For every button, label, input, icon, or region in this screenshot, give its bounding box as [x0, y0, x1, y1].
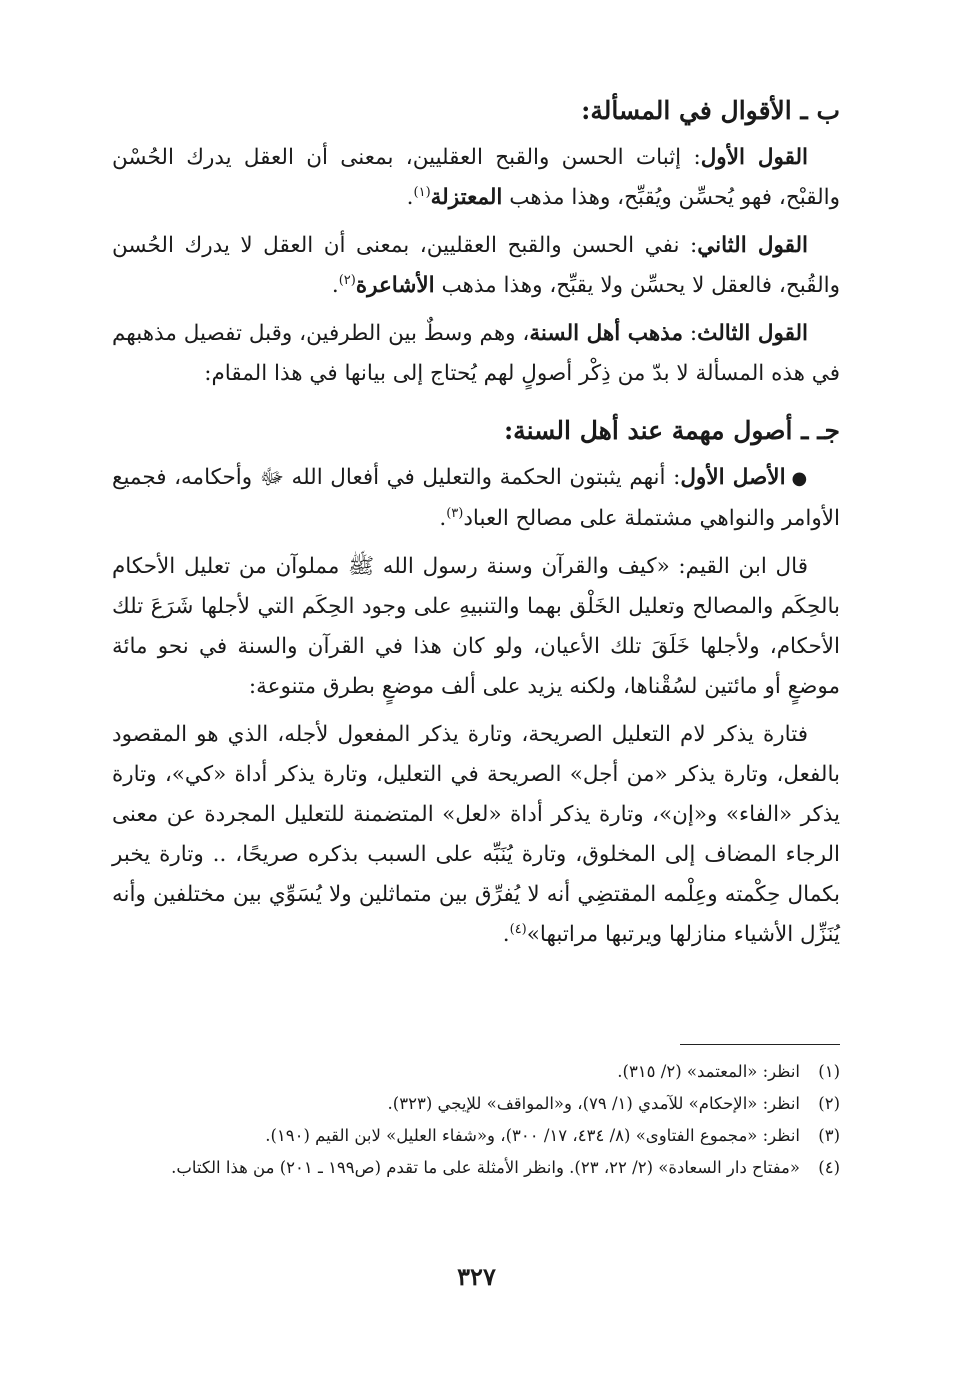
- opinion-2-school: الأشاعرة: [355, 273, 435, 298]
- ibn-qayyim-quote-paragraph-1: قال ابن القيم: «كيف والقرآن وسنة رسول الله ﷺ مملوآن من تعليل الأحكام بالحِكَم والمصالح وتعليل الخَلْق بهما والتنبيهِ على وجود الحِكَم التي لأجلها شَرَعَ تلك الأحكام، ولأجلها خَلَقَ تلك الأعيان، ولو كان هذا في القرآن والسنة في نحو مائة موضعٍ أو مائتين لسُقْناها، ولكنه يزيد على ألف موضعٍ بطرق متنوعة:: [112, 554, 840, 699]
- principle-1-text: : أنهم يثبتون الحكمة والتعليل في أفعال الله ﷻ وأحكامه، فجميع الأوامر والنواهي مشتملة على مصالح العباد: [112, 465, 840, 531]
- footnote-text: «مفتاح دار السعادة» (٢/ ٢٢، ٢٣). وانظر الأمثلة على ما تقدم (ص١٩٩ ـ ٢٠١) من هذا الكتاب.: [171, 1158, 800, 1177]
- opinion-3-colon: :: [683, 321, 698, 346]
- footnote-number: (١): [818, 1062, 840, 1081]
- footnote-ref-4[interactable]: (٤): [509, 921, 527, 937]
- footnote-ref-2[interactable]: (٢): [338, 272, 356, 288]
- opinion-1-end: .: [406, 185, 414, 210]
- footnote-number: (٤): [818, 1158, 840, 1177]
- footnote-number: (٣): [818, 1126, 840, 1145]
- page-number: ٣٢٧: [457, 1262, 496, 1291]
- opinion-2-text: : نفي الحسن والقبح العقليين، بمعنى أن العقل لا يدرك الحُسن والقُبح، فالعقل لا يحسِّن ولا يقبِّح، وهذا مذهب: [112, 233, 840, 298]
- ibn-qayyim-quote-paragraph-2: [112, 715, 840, 955]
- bullet-icon: ●: [791, 468, 808, 489]
- opinion-2-label: القول الثاني: [697, 233, 808, 258]
- section-heading-opinions: ب ـ الأقوال في المسألة:: [581, 96, 840, 125]
- quote-2-text: فتارة يذكر لام التعليل الصريحة، وتارة يذكر المفعول لأجله، الذي هو المقصود بالفعل، وتارة يذكر «من أجل» الصريحة في التعليل، وتارة يذكر أداة «كي»، وتارة يذكر «الفاء» و«إن»، وتارة يذكر أداة «لعل» المتضمنة للتعليل المجردة عن معنى الرجاء المضاف إلى المخلوق، وتارة يُنَبِّه على السبب بذكره صريحًا، .. وتارة يخبر بكمال حِكْمته وعِلْمه المقتضِي أنه لا يُفرِّق بين متماثلين ولا يُسَوِّي بين مختلفين وأنه يُنَزِّل الأشياء منازلها ويرتبها مراتبها»: [112, 722, 840, 947]
- quote-2-end: .: [502, 922, 510, 947]
- footnote-3: [112, 1120, 840, 1152]
- footnote-ref-1[interactable]: (١): [413, 184, 431, 200]
- principle-1-label: الأصل الأول: [680, 465, 786, 490]
- footnote-ref-3[interactable]: (٣): [446, 505, 464, 521]
- footnotes: [112, 1056, 840, 1184]
- opinion-1-label: القول الأول: [700, 145, 808, 170]
- footnote-text: انظر: «المعتمد» (٢/ ٣١٥).: [617, 1062, 800, 1081]
- footnote-number: (٢): [818, 1094, 840, 1113]
- footnote-4: [112, 1152, 840, 1184]
- opinion-2-end: .: [331, 273, 339, 298]
- section-heading-principles: جـ ـ أصول مهمة عند أهل السنة:: [503, 416, 840, 445]
- footnote-text: انظر: «مجموع الفتاوى» (٨/ ٤٣٤، ١٧/ ٣٠٠)، و«شفاء العليل» لابن القيم (١٩٠).: [265, 1126, 800, 1145]
- opinion-1-school: المعتزلة: [430, 185, 503, 210]
- opinion-3-school: مذهب أهل السنة: [529, 321, 683, 346]
- principle-1-end: .: [439, 506, 447, 531]
- footnote-divider: [680, 1044, 840, 1045]
- principle-1-paragraph: [112, 458, 840, 539]
- opinion-3-text: ، وهم وسطٌ بين الطرفين، وقبل تفصيل مذهبهم في هذه المسألة لا بدّ من ذِكْر أصولٍ لهم يُحتاج إلى بيانها في هذا المقام:: [112, 321, 840, 386]
- opinion-3-paragraph: [112, 314, 840, 394]
- opinion-3-label: القول الثالث: [697, 321, 809, 346]
- footnote-2: [112, 1088, 840, 1120]
- footnote-text: انظر: «الإحكام» للآمدي (١/ ٧٩)، و«المواقف» للإيجي (٣٢٣).: [387, 1094, 800, 1113]
- opinion-2-paragraph: [112, 226, 840, 306]
- page-body: [112, 92, 840, 963]
- footnote-1: [112, 1056, 840, 1088]
- opinion-1-text: : إثبات الحسن والقبح العقليين، بمعنى أن العقل يدرك الحُسْن والقبْح، فهو يُحسِّن ويُقبِّح، وهذا مذهب: [112, 145, 840, 210]
- opinion-1-paragraph: [112, 138, 840, 218]
